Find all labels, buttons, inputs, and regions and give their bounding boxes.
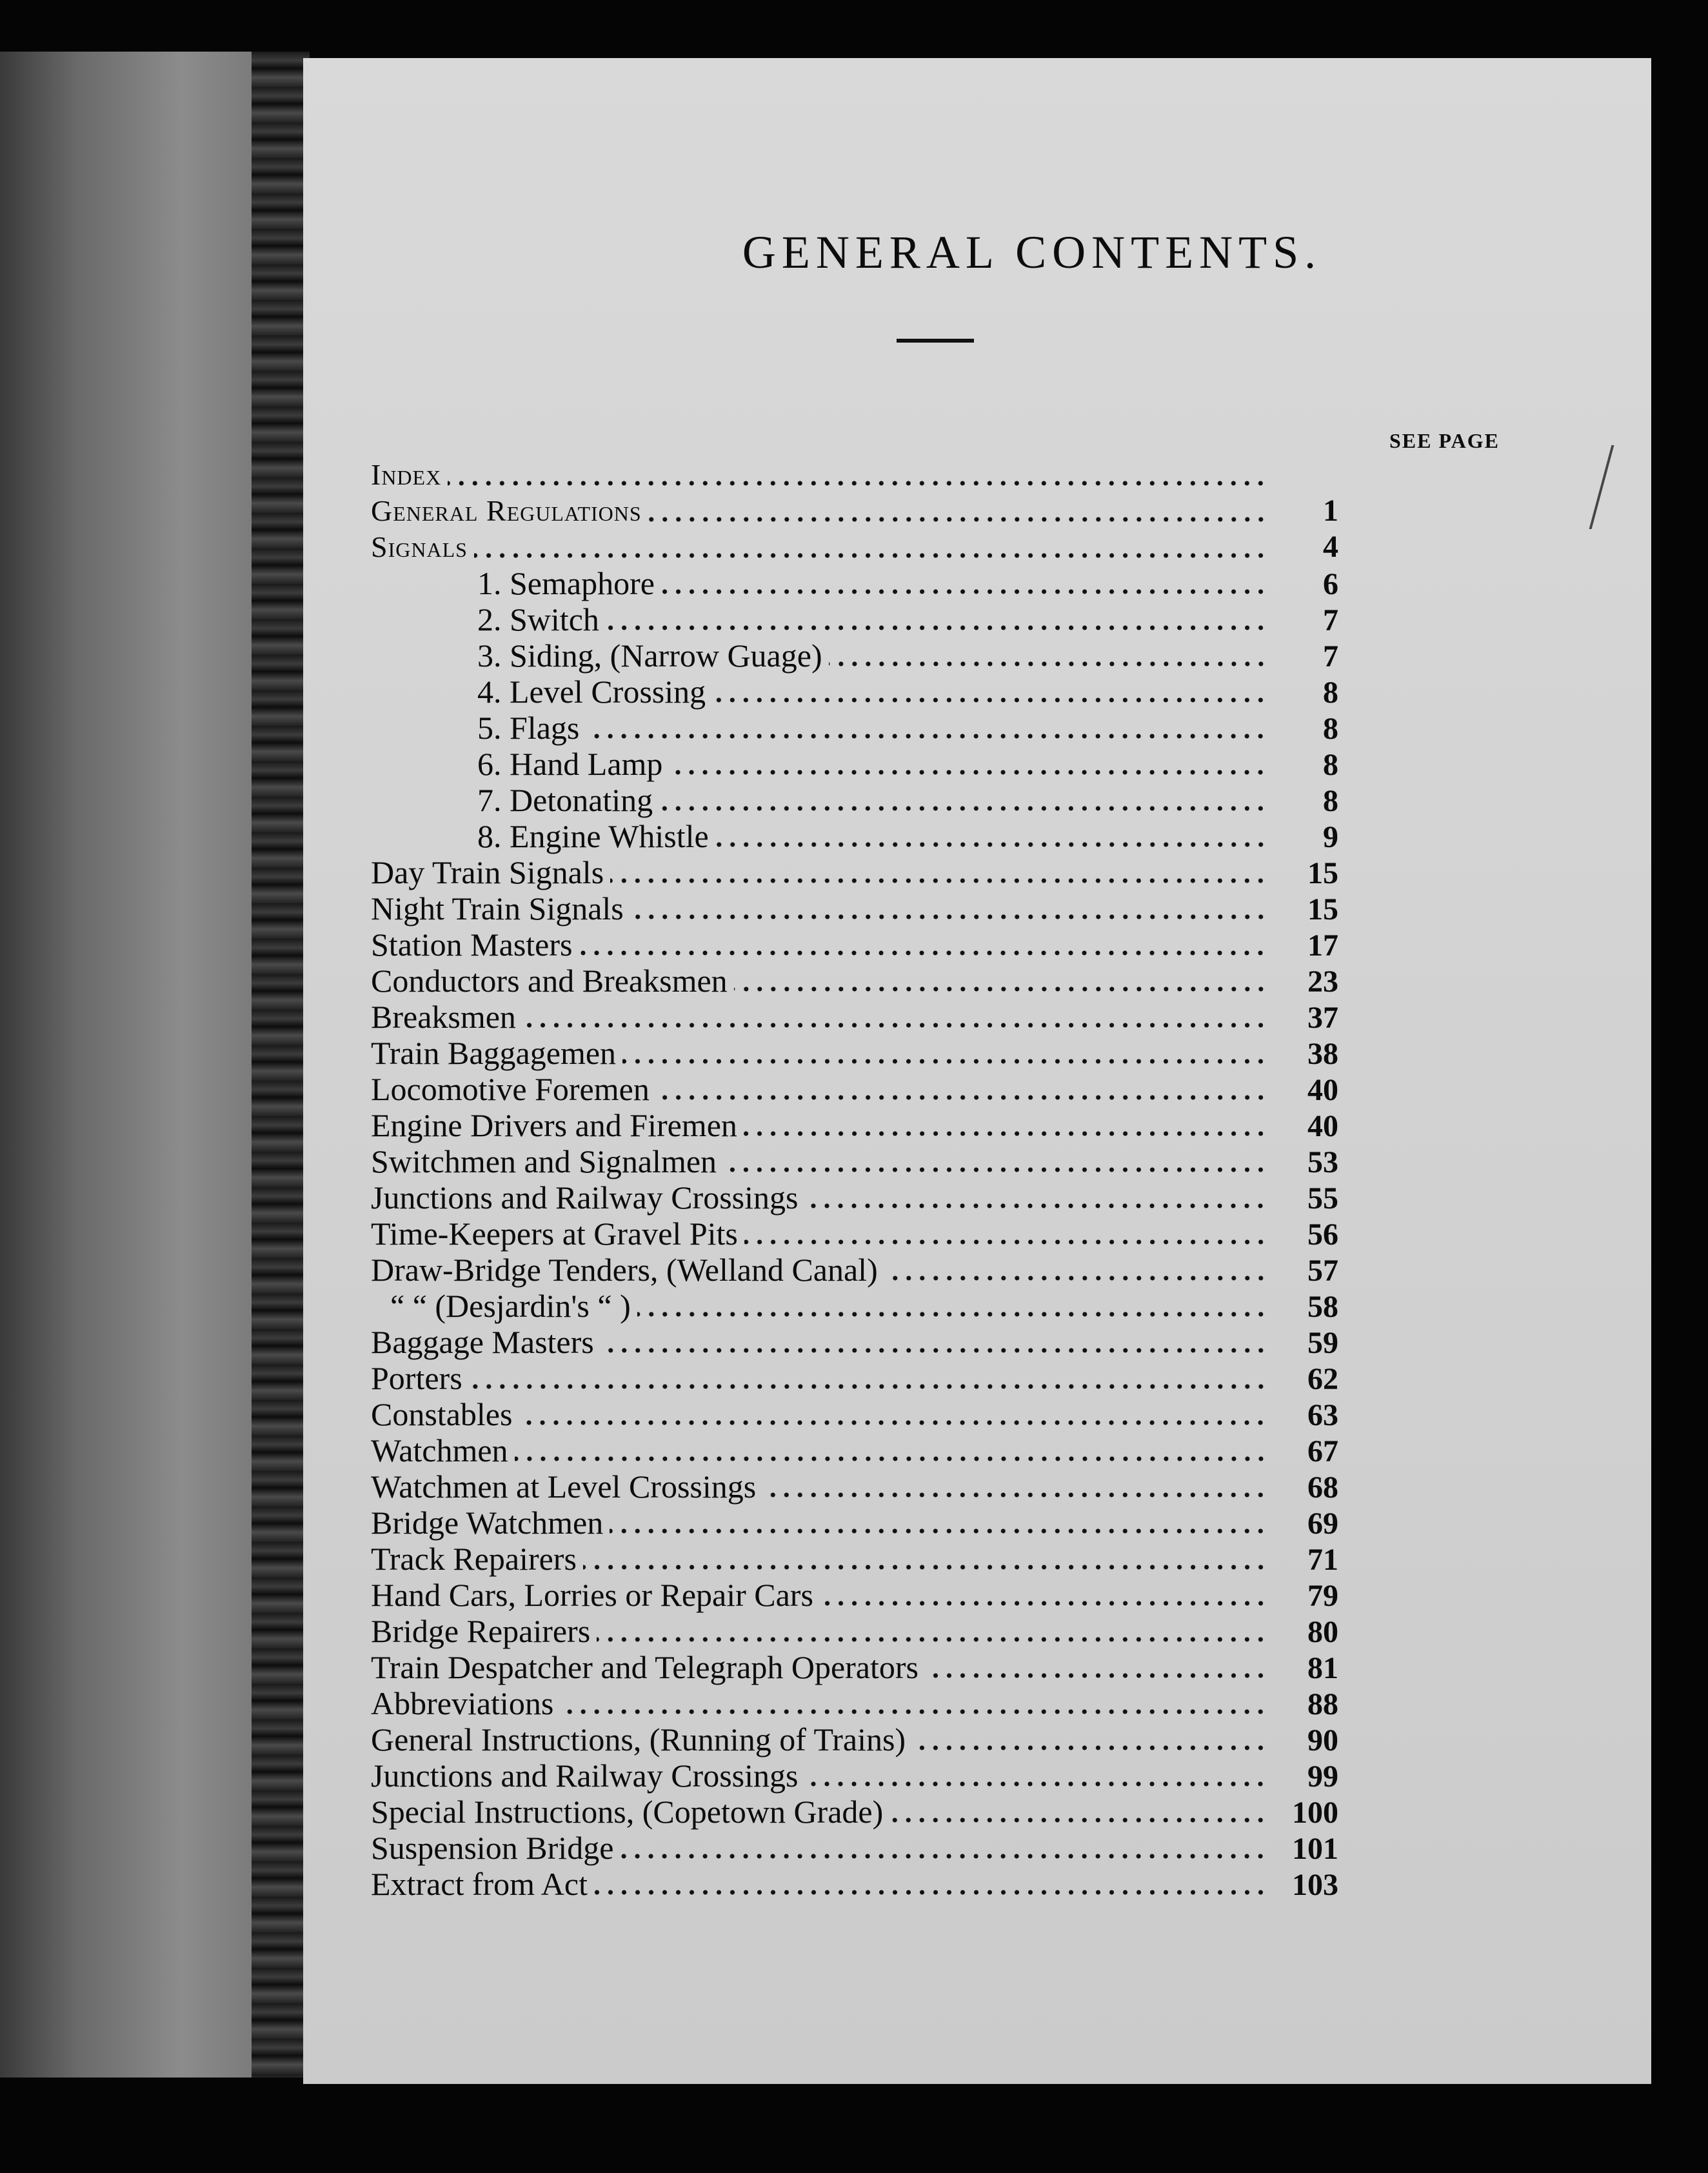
entry-label: Day Train Signals (371, 854, 604, 890)
leader-dots (579, 948, 1267, 957)
contents-entry (371, 1396, 1338, 1432)
entry-page-number: 79 (1307, 1579, 1338, 1613)
contents-list (371, 457, 1338, 1902)
entry-label: Engine Drivers and Firemen (371, 1107, 737, 1143)
entry-page-number: 8 (1323, 748, 1338, 782)
entry-label: 6. Hand Lamp (477, 746, 663, 782)
contents-entry (371, 1866, 1338, 1902)
entry-page-number: 80 (1307, 1615, 1338, 1649)
leader-dots (912, 1743, 1267, 1752)
contents-entry (371, 1107, 1338, 1143)
leader-dots (630, 912, 1267, 921)
entry-label: Special Instructions, (Copetown Grade) (371, 1794, 884, 1830)
leader-dots (723, 1165, 1267, 1174)
leader-dots (762, 1490, 1267, 1499)
contents-page (303, 58, 1651, 2084)
entry-label: 8. Engine Whistle (477, 818, 709, 854)
entry-label: 5. Flags (477, 710, 580, 746)
title-rule (897, 339, 974, 343)
entry-page-number: 58 (1307, 1290, 1338, 1324)
leader-dots (820, 1599, 1267, 1608)
entry-page-number: 55 (1307, 1181, 1338, 1216)
contents-entry (371, 1324, 1338, 1360)
entry-page-number: 90 (1307, 1723, 1338, 1757)
leader-dots (469, 1382, 1267, 1391)
leader-dots (884, 1274, 1267, 1283)
contents-entry (371, 999, 1338, 1035)
entry-label: Junctions and Railway Crossings (371, 1179, 799, 1216)
entry-label: Train Baggagemen (371, 1035, 617, 1071)
contents-entry (371, 674, 1338, 710)
entry-label: Time-Keepers at Gravel Pits (371, 1216, 738, 1252)
entry-label: Breaksmen (371, 999, 516, 1035)
leader-dots (515, 1454, 1267, 1463)
entry-label: Abbreviations (371, 1685, 554, 1721)
entry-page-number: 6 (1323, 567, 1338, 601)
contents-entry (371, 1288, 1338, 1324)
contents-entry (371, 890, 1338, 926)
entry-page-number: 57 (1307, 1254, 1338, 1288)
leader-dots (637, 1310, 1267, 1319)
entry-page-number: 15 (1307, 892, 1338, 926)
contents-entry (371, 710, 1338, 746)
entry-label: Constables (371, 1396, 513, 1432)
entry-page-number: 8 (1323, 712, 1338, 746)
entry-label: 2. Switch (477, 601, 599, 637)
leader-dots (583, 1563, 1267, 1572)
entry-label: Bridge Watchmen (371, 1505, 604, 1541)
leader-dots (829, 659, 1267, 668)
contents-entry (371, 746, 1338, 782)
entry-page-number: 23 (1307, 965, 1338, 999)
entry-label: General Regulations (371, 494, 642, 527)
contents-entry (371, 493, 1338, 529)
entry-page-number: 62 (1307, 1362, 1338, 1396)
entry-label: 1. Semaphore (477, 565, 655, 601)
entry-page-number: 53 (1307, 1145, 1338, 1179)
entry-label: Train Despatcher and Telegraph Operators (371, 1649, 919, 1685)
entry-page-number: 81 (1307, 1651, 1338, 1685)
entry-label: Track Repairers (371, 1541, 577, 1577)
leader-dots (804, 1201, 1267, 1210)
contents-entry (371, 782, 1338, 818)
entry-page-number: 1 (1323, 494, 1338, 528)
entry-label: General Instructions, (Running of Trains) (371, 1721, 906, 1757)
entry-page-number: 9 (1323, 820, 1338, 854)
contents-entry (371, 457, 1338, 493)
contents-entry (371, 1432, 1338, 1468)
leader-dots (594, 1888, 1267, 1897)
entry-label: Locomotive Foremen (371, 1071, 650, 1107)
edge-mark (1589, 445, 1650, 529)
entry-page-number: 7 (1323, 639, 1338, 674)
contents-entry (371, 1360, 1338, 1396)
contents-entry (371, 1794, 1338, 1830)
contents-entry (371, 1071, 1338, 1107)
contents-entry (371, 1757, 1338, 1794)
entry-label: Porters (371, 1360, 462, 1396)
entry-page-number: 103 (1292, 1868, 1338, 1902)
entry-label: Draw-Bridge Tenders, (Welland Canal) (371, 1252, 878, 1288)
entry-label: Watchmen at Level Crossings (371, 1468, 757, 1505)
contents-entry (371, 818, 1338, 854)
entry-page-number: 100 (1292, 1796, 1338, 1830)
entry-page-number: 37 (1307, 1001, 1338, 1035)
entry-page-number: 8 (1323, 784, 1338, 818)
leader-dots (925, 1671, 1267, 1680)
entry-label: 4. Level Crossing (477, 674, 706, 710)
contents-entry (371, 1035, 1338, 1071)
entry-label: Watchmen (371, 1432, 508, 1468)
entry-page-number: 8 (1323, 676, 1338, 710)
leader-dots (519, 1418, 1267, 1427)
contents-entry (371, 1143, 1338, 1179)
entry-page-number: 7 (1323, 603, 1338, 637)
leader-dots (656, 1093, 1267, 1102)
leader-dots (610, 876, 1267, 885)
leader-dots (586, 732, 1267, 741)
contents-entry (371, 1649, 1338, 1685)
contents-entry (371, 1685, 1338, 1721)
leader-dots (474, 551, 1267, 560)
contents-entry (371, 529, 1338, 565)
entry-label: Signals (371, 530, 468, 563)
entry-page-number: 71 (1307, 1543, 1338, 1577)
entry-label: Station Masters (371, 926, 573, 963)
contents-entry (371, 854, 1338, 890)
entry-page-number: 40 (1307, 1109, 1338, 1143)
entry-page-number: 38 (1307, 1037, 1338, 1071)
contents-entry (371, 637, 1338, 674)
entry-label: Baggage Masters (371, 1324, 594, 1360)
leader-dots (620, 1852, 1267, 1861)
entry-page-number: 15 (1307, 856, 1338, 890)
entry-page-number: 59 (1307, 1326, 1338, 1360)
entry-label: Suspension Bridge (371, 1830, 614, 1866)
contents-entry (371, 1216, 1338, 1252)
entry-label: “ “ (Desjardin's “ ) (390, 1288, 631, 1324)
entry-page-number: 68 (1307, 1470, 1338, 1505)
entry-label: 3. Siding, (Narrow Guage) (477, 637, 822, 674)
facing-page (0, 52, 258, 2078)
leader-dots (804, 1779, 1267, 1788)
contents-entry (371, 1252, 1338, 1288)
entry-page-number: 40 (1307, 1073, 1338, 1107)
contents-entry (371, 1613, 1338, 1649)
leader-dots (522, 1021, 1267, 1030)
leader-dots (597, 1635, 1267, 1644)
leader-dots (889, 1816, 1267, 1825)
entry-label: Night Train Signals (371, 890, 624, 926)
contents-entry (371, 926, 1338, 963)
book-gutter (252, 52, 310, 2078)
entry-label: Hand Cars, Lorries or Repair Cars (371, 1577, 813, 1613)
leader-dots (601, 1346, 1267, 1355)
leader-dots (661, 587, 1267, 596)
leader-dots (606, 623, 1267, 632)
leader-dots (622, 1057, 1267, 1066)
entry-page-number: 101 (1292, 1832, 1338, 1866)
contents-entry (371, 1830, 1338, 1866)
entry-label: Junctions and Railway Crossings (371, 1757, 799, 1794)
entry-page-number: 67 (1307, 1434, 1338, 1468)
contents-entry (371, 1541, 1338, 1577)
leader-dots (712, 696, 1267, 705)
contents-entry (371, 1505, 1338, 1541)
contents-entry (371, 1179, 1338, 1216)
contents-entry (371, 1468, 1338, 1505)
contents-entry (371, 601, 1338, 637)
entry-label: 7. Detonating (477, 782, 653, 818)
leader-dots (744, 1129, 1267, 1138)
entry-page-number: 69 (1307, 1507, 1338, 1541)
leader-dots (610, 1527, 1267, 1536)
entry-label: Switchmen and Signalmen (371, 1143, 717, 1179)
entry-page-number: 17 (1307, 928, 1338, 963)
entry-page-number: 56 (1307, 1217, 1338, 1252)
contents-entry (371, 1577, 1338, 1613)
entry-page-number: 99 (1307, 1759, 1338, 1794)
entry-label: Conductors and Breaksmen (371, 963, 728, 999)
leader-dots (659, 804, 1267, 813)
entry-label: Bridge Repairers (371, 1613, 591, 1649)
leader-dots (744, 1237, 1267, 1247)
entry-label: Index (371, 458, 442, 491)
leader-dots (448, 479, 1267, 488)
entry-label: Extract from Act (371, 1866, 588, 1902)
column-header: SEE PAGE (1389, 429, 1500, 452)
leader-dots (648, 515, 1267, 524)
contents-entry (371, 565, 1338, 601)
entry-page-number: 88 (1307, 1687, 1338, 1721)
leader-dots (715, 840, 1267, 849)
contents-entry (371, 1721, 1338, 1757)
leader-dots (669, 768, 1267, 777)
leader-dots (734, 985, 1267, 994)
entry-page-number: 4 (1323, 530, 1338, 564)
page-title: GENERAL CONTENTS. (742, 226, 1322, 278)
leader-dots (560, 1707, 1267, 1716)
contents-entry (371, 963, 1338, 999)
entry-page-number: 63 (1307, 1398, 1338, 1432)
